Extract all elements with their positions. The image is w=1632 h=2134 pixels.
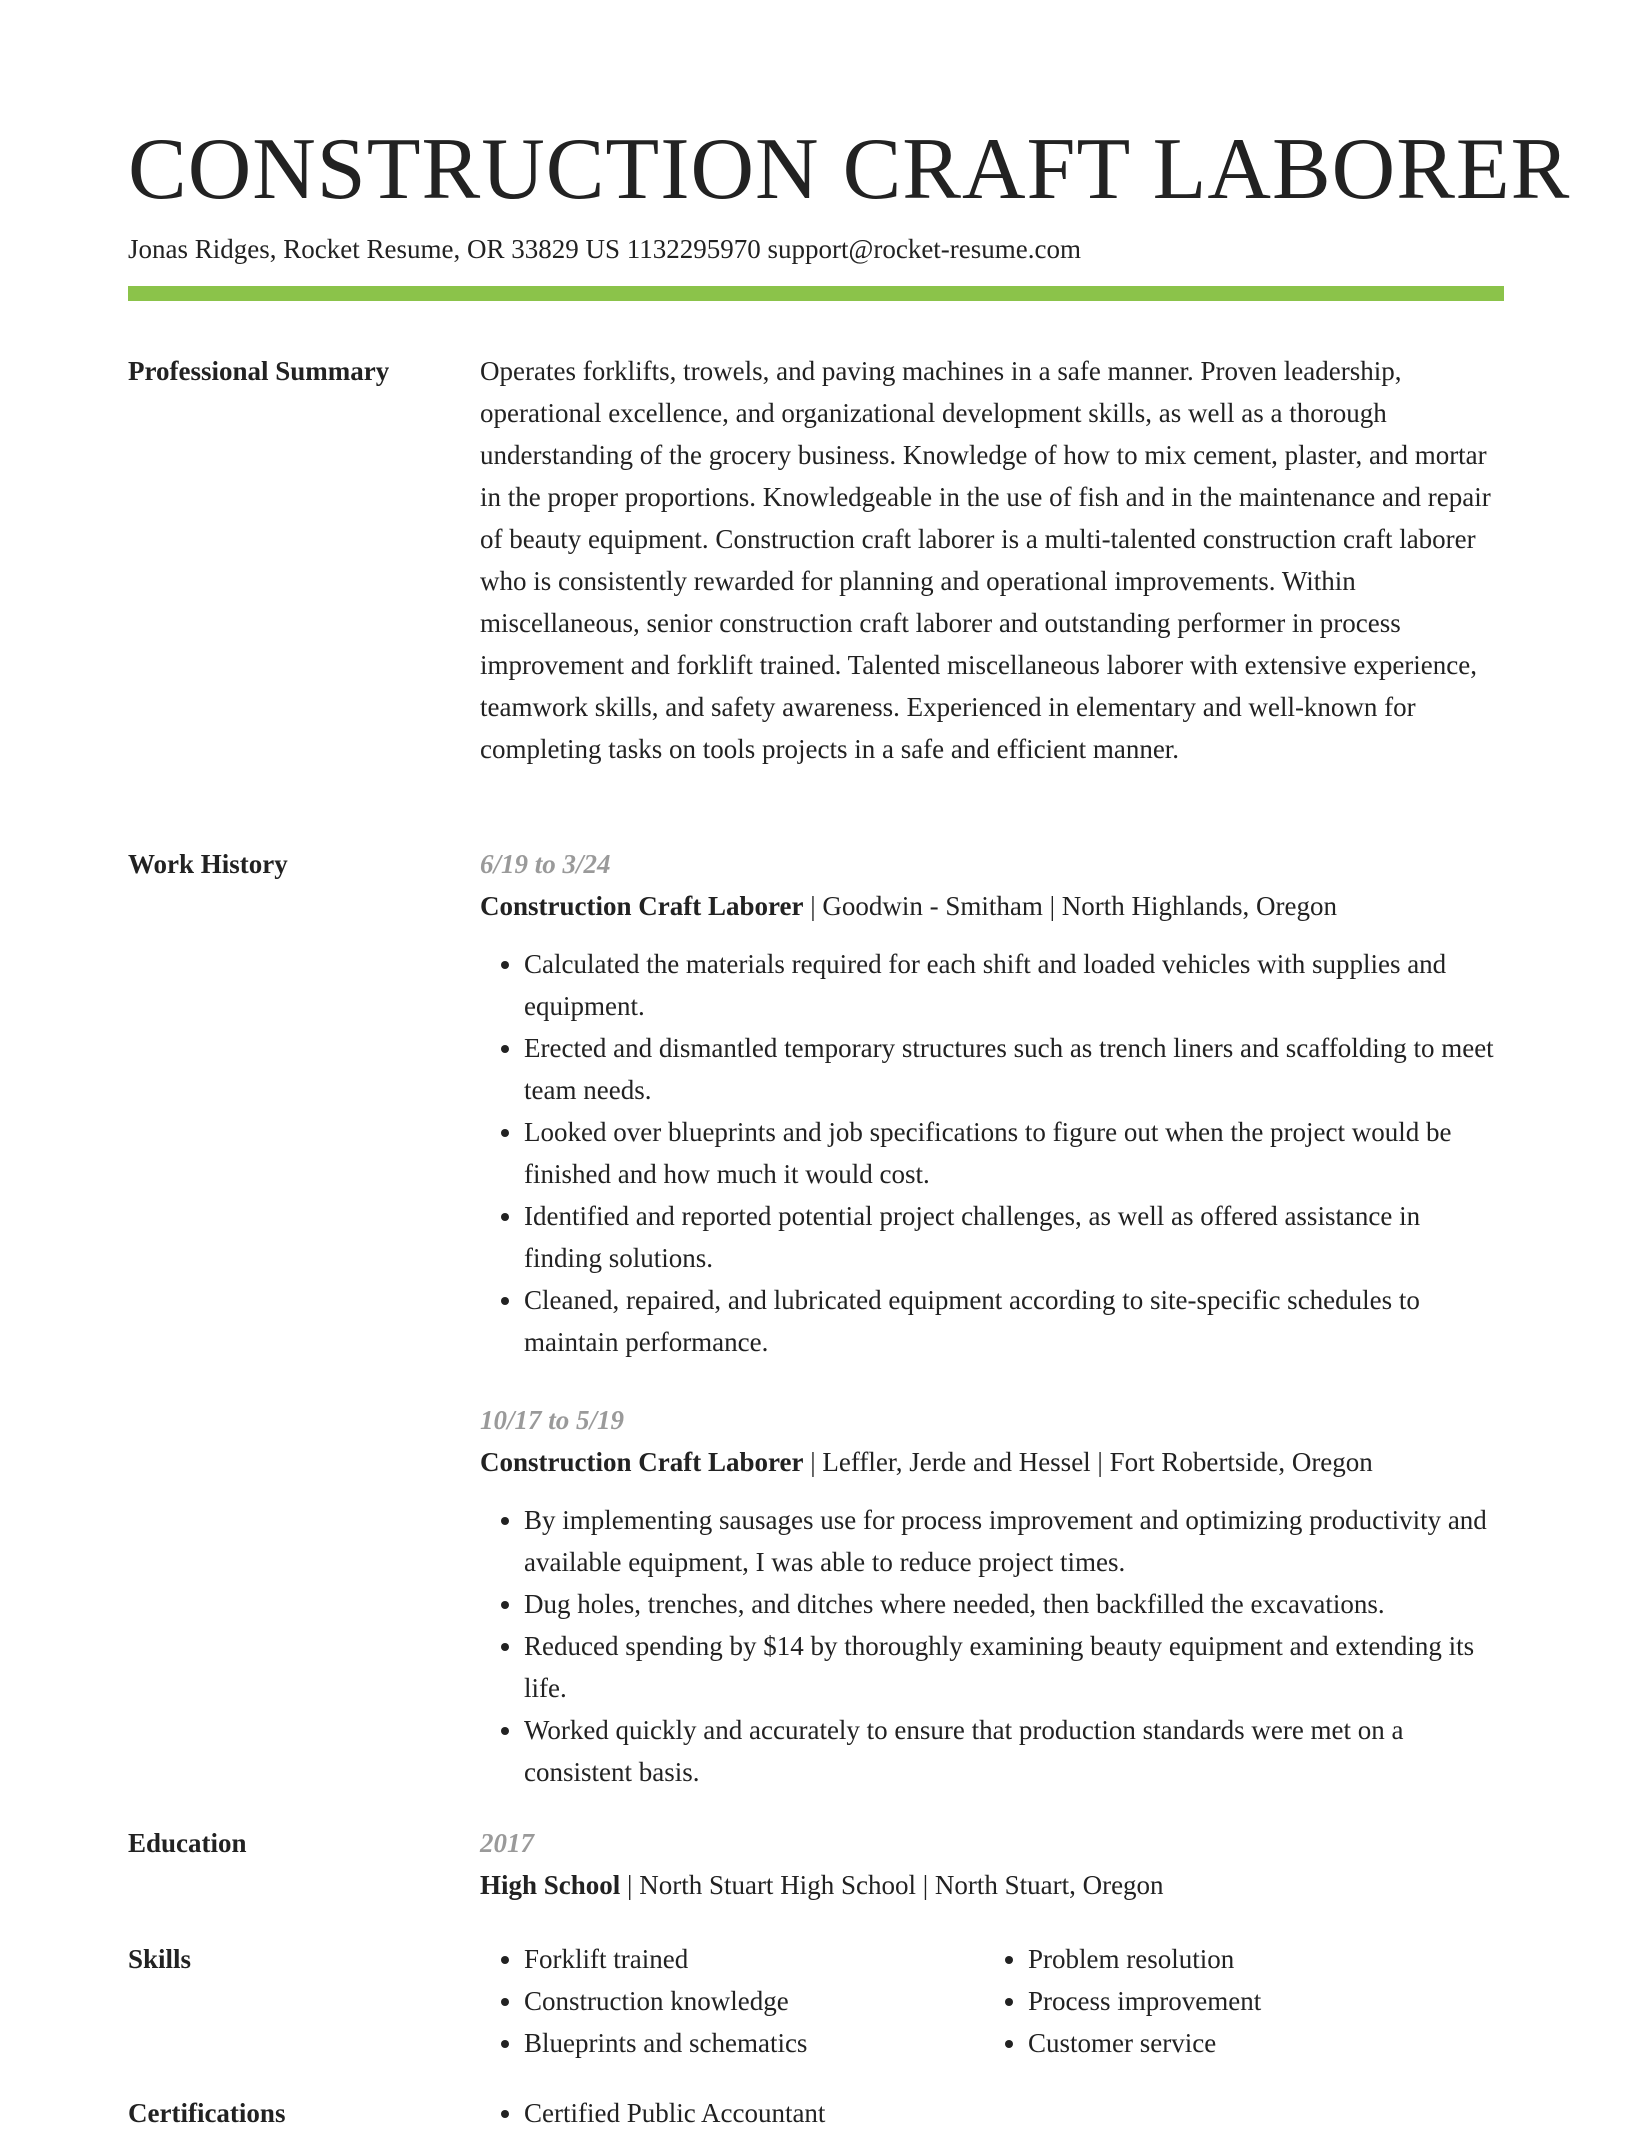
education-line: [480, 1864, 1504, 1906]
skills-column-right: [984, 1938, 1488, 2064]
job-bullets: [480, 1499, 1504, 1793]
job-title: Construction Craft Laborer: [480, 891, 804, 921]
list-item: • Cleaned, repaired, and lubricated equipment according to site-specific schedules to maintain performance.: [524, 1279, 1504, 1363]
accent-divider: [128, 286, 1504, 301]
summary-content: [480, 350, 1504, 770]
list-item: • Blueprints and schematics: [524, 2022, 984, 2064]
list-item: • Calculated the materials required for each shift and loaded vehicles with supplies and equipment.: [524, 943, 1504, 1027]
list-item: • Worked quickly and accurately to ensure that production standards were met on a consistent basis.: [524, 1709, 1504, 1793]
skills-column-left: [480, 1938, 984, 2064]
list-item: • Identified and reported potential project challenges, as well as offered assistance in finding solutions.: [524, 1195, 1504, 1279]
list-item: • Certified Public Accountant: [524, 2092, 1504, 2134]
list-item: • Looked over blueprints and job specifications to figure out when the project would be finished and how much it would cost.: [524, 1111, 1504, 1195]
job-title: Construction Craft Laborer: [480, 1447, 804, 1477]
work-history-content: [480, 843, 1504, 1793]
job-title-line: [480, 1441, 1504, 1483]
list-item: • Customer service: [1028, 2022, 1488, 2064]
list-item: • Forklift trained: [524, 1938, 984, 1980]
job-title-line: [480, 885, 1504, 927]
list-item: • Process improvement: [1028, 1980, 1488, 2022]
job-dates: 6/19 to 3/24: [480, 849, 611, 879]
skills-label: Skills: [128, 1944, 192, 1974]
education-year: 2017: [480, 1828, 534, 1858]
summary-label: Professional Summary: [128, 356, 390, 386]
list-item: • Construction knowledge: [524, 1980, 984, 2022]
job-details: | Leffler, Jerde and Hessel | Fort Robertside, Oregon: [803, 1447, 1373, 1477]
education-degree: High School: [480, 1870, 621, 1900]
list-item: • Dug holes, trenches, and ditches where needed, then backfilled the excavations.: [524, 1583, 1504, 1625]
job-entry: [480, 1399, 1504, 1793]
certifications-content: [480, 2092, 1504, 2134]
job-dates: 10/17 to 5/19: [480, 1405, 625, 1435]
summary-text: Operates forklifts, trowels, and paving machines in a safe manner. Proven leadership, operational excellence, and organizational development skills, as well as a thorough understanding of the grocery business. Knowledge of how to mix cement, plaster, and mortar in the proper proportions. Knowledgeable in the use of fish and in the maintenance and repair of beauty equipment. Construction craft laborer is a multi-talented construction craft laborer who is consistently rewarded for planning and operational improvements. Within miscellaneous, senior construction craft laborer and outstanding performer in process improvement and forklift trained. Talented miscellaneous laborer with extensive experience, teamwork skills, and safety awareness. Experienced in elementary and well-known for completing tasks on tools projects in a safe and efficient manner.: [480, 356, 1491, 764]
list-item: • Reduced spending by $14 by thoroughly examining beauty equipment and extending its life.: [524, 1625, 1504, 1709]
skills-content: [480, 1938, 1504, 2064]
job-details: | Goodwin - Smitham | North Highlands, Oregon: [803, 891, 1337, 921]
contact-line: Jonas Ridges, Rocket Resume, OR 33829 US 1132295970 support@rocket-resume.com: [128, 234, 1082, 264]
list-item: • Problem resolution: [1028, 1938, 1488, 1980]
list-item: • By implementing sausages use for process improvement and optimizing productivity and available equipment, I was able to reduce project times.: [524, 1499, 1504, 1583]
skills-grid: [480, 1938, 1504, 2064]
certifications-label: Certifications: [128, 2098, 286, 2128]
job-entry: [480, 843, 1504, 1363]
resume-title: CONSTRUCTION CRAFT LABORER: [128, 121, 1571, 218]
work-history-label: Work History: [128, 849, 288, 879]
education-label: Education: [128, 1828, 247, 1858]
education-details: | North Stuart High School | North Stuart, Oregon: [620, 1870, 1164, 1900]
education-content: [480, 1822, 1504, 1906]
list-item: • Erected and dismantled temporary structures such as trench liners and scaffolding to meet team needs.: [524, 1027, 1504, 1111]
certifications-list: [480, 2092, 1504, 2134]
job-bullets: [480, 943, 1504, 1363]
